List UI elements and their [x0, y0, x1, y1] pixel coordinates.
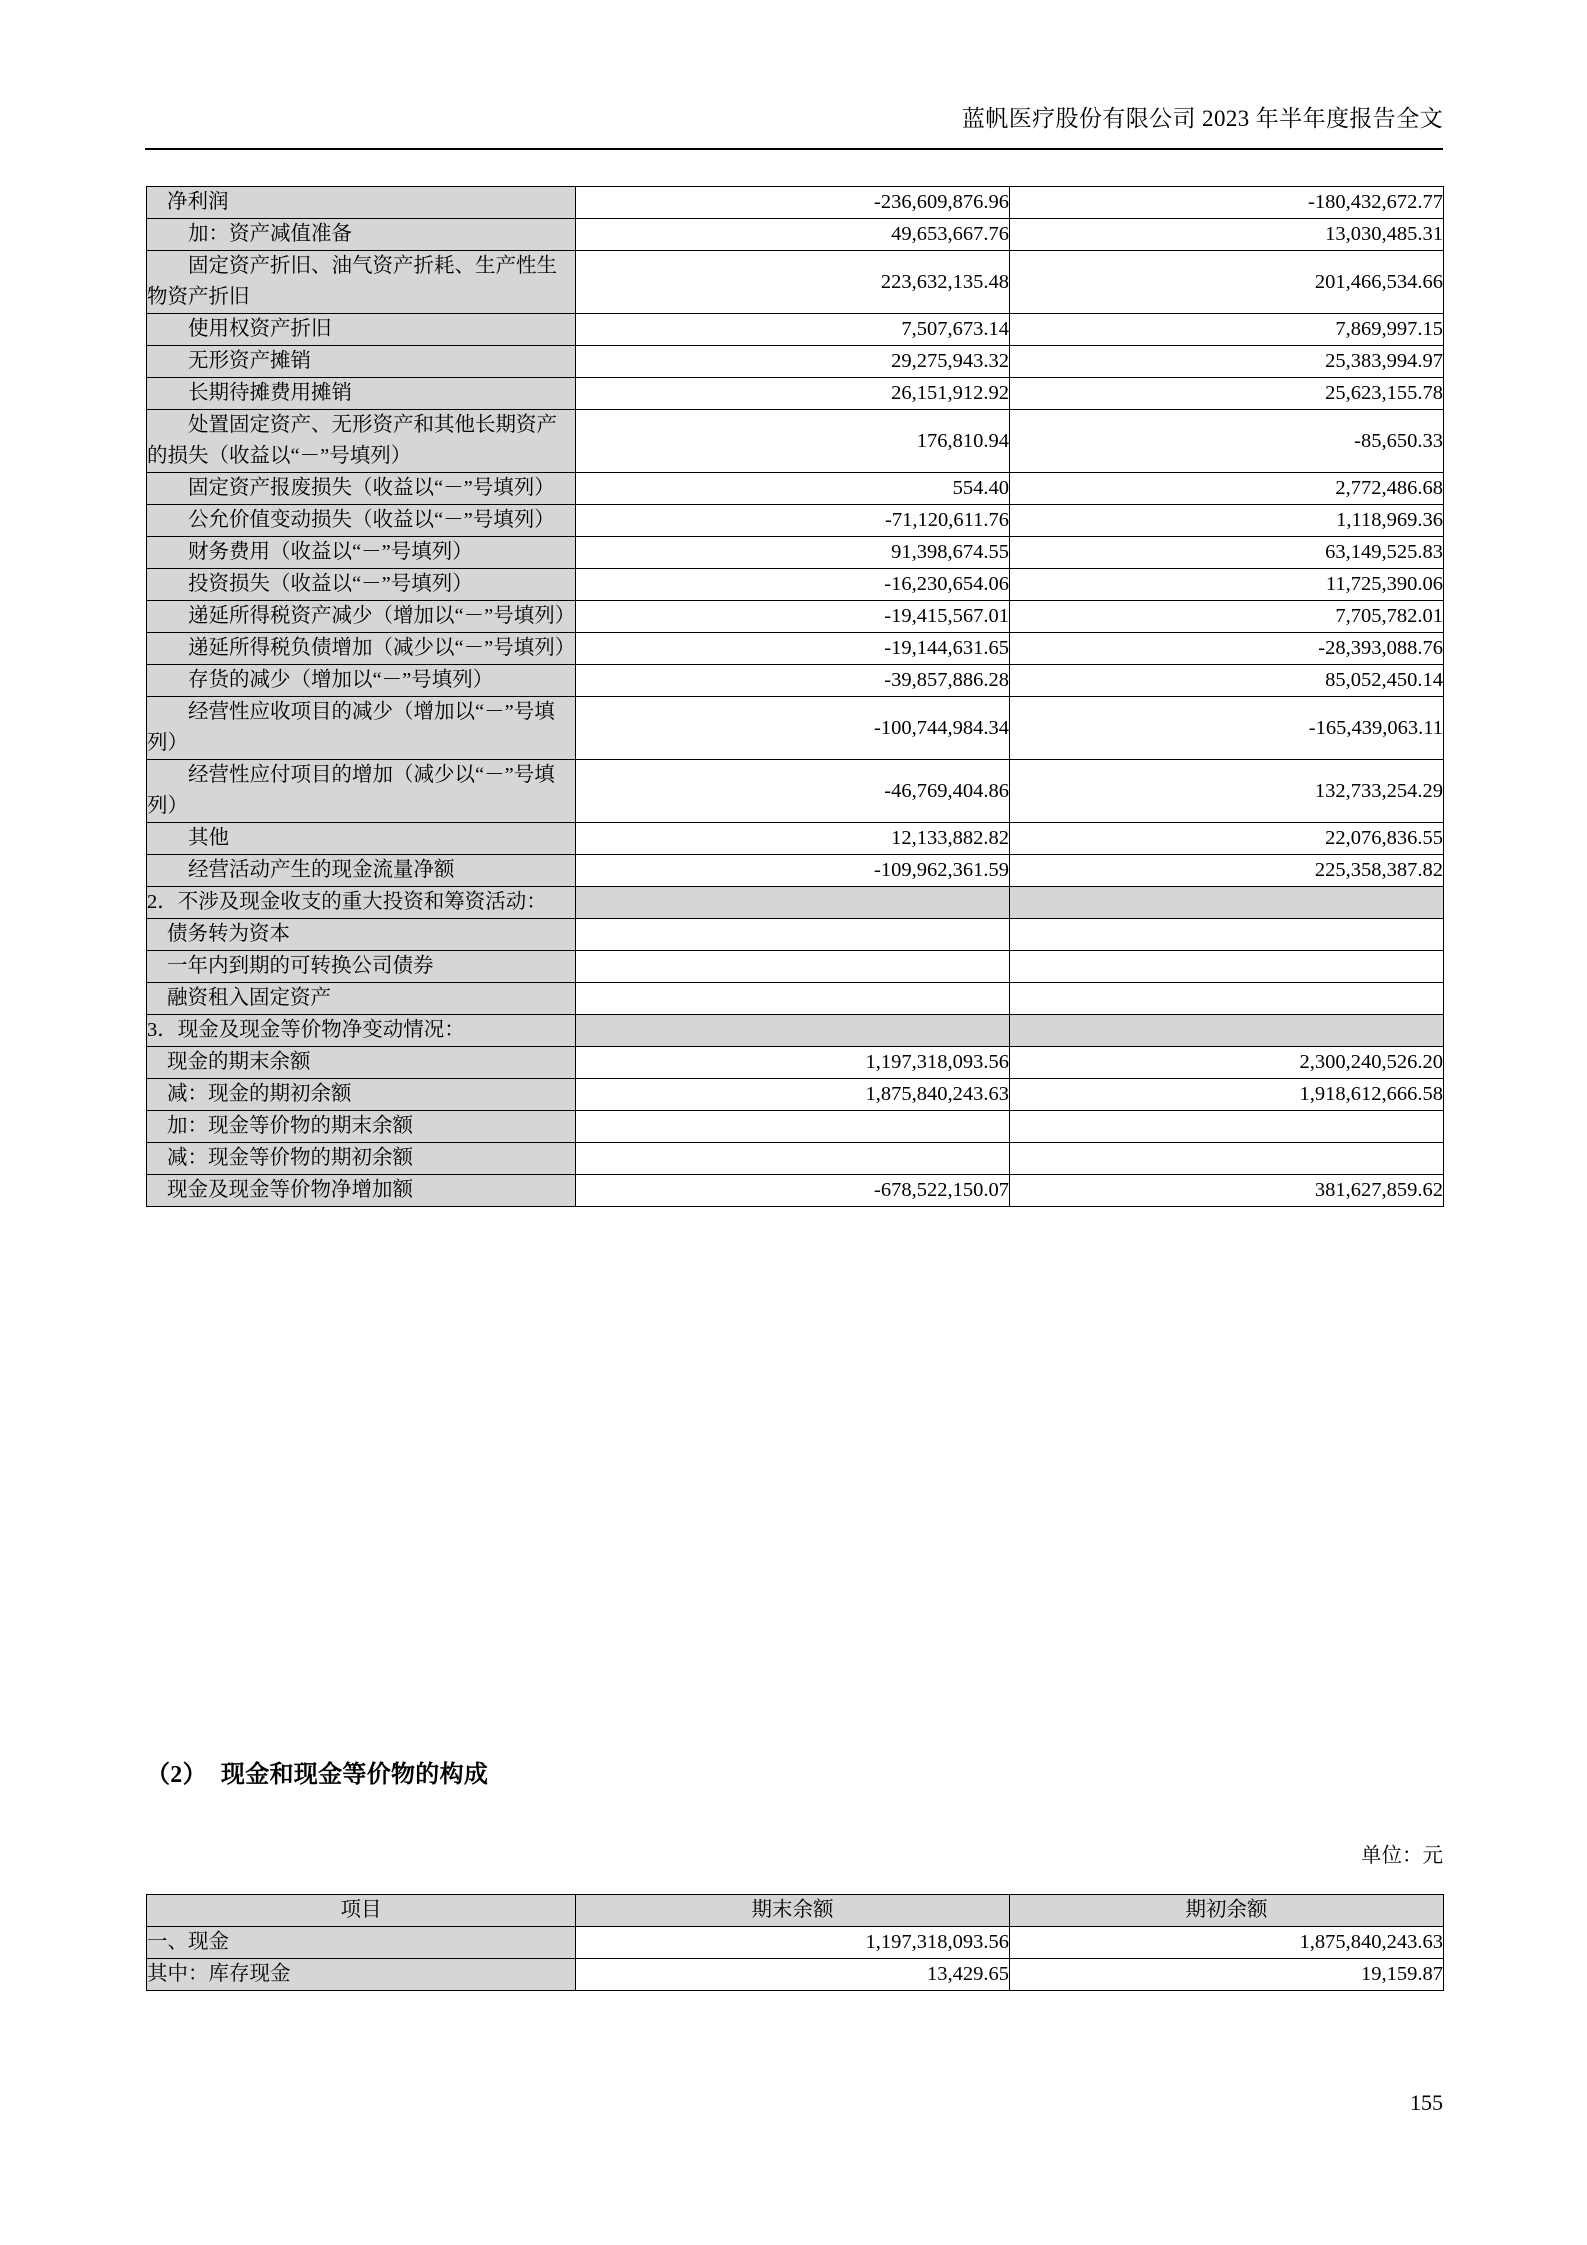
row-prior-value: 201,466,534.66 [1010, 251, 1444, 314]
row-item-label: 经营性应收项目的减少（增加以“－”号填列） [147, 697, 576, 760]
row-current-value [576, 951, 1010, 983]
row-item-label: 递延所得税资产减少（增加以“－”号填列） [147, 601, 576, 633]
row-current-value: 12,133,882.82 [576, 823, 1010, 855]
row-item-label: 固定资产折旧、油气资产折耗、生产性生物资产折旧 [147, 251, 576, 314]
row-prior-value: 2,300,240,526.20 [1010, 1047, 1444, 1079]
row-prior-value: 2,772,486.68 [1010, 473, 1444, 505]
row-current-value: 91,398,674.55 [576, 537, 1010, 569]
row-prior-value: 1,918,612,666.58 [1010, 1079, 1444, 1111]
row-current-value: 49,653,667.76 [576, 219, 1010, 251]
row-current-value: 176,810.94 [576, 410, 1010, 473]
row-current-value [576, 1015, 1010, 1047]
row-prior-value: 85,052,450.14 [1010, 665, 1444, 697]
table-row [147, 855, 1444, 887]
row-current-value: -236,609,876.96 [576, 187, 1010, 219]
row-prior-value [1010, 1015, 1444, 1047]
table-row [147, 1175, 1444, 1207]
row-item-label: 现金的期末余额 [147, 1047, 576, 1079]
table-header-row [147, 1895, 1444, 1927]
row-current-value: -71,120,611.76 [576, 505, 1010, 537]
row-item-label: 长期待摊费用摊销 [147, 378, 576, 410]
row-item-label: 现金及现金等价物净增加额 [147, 1175, 576, 1207]
row-prior-value: 22,076,836.55 [1010, 823, 1444, 855]
row-item-label: 经营性应付项目的增加（减少以“－”号填列） [147, 760, 576, 823]
row-item-label: 固定资产报废损失（收益以“－”号填列） [147, 473, 576, 505]
unit-note: 单位：元 [1361, 1845, 1443, 1867]
row-prior-value: 25,623,155.78 [1010, 378, 1444, 410]
row-current-value: -46,769,404.86 [576, 760, 1010, 823]
row-current-value: 1,197,318,093.56 [576, 1047, 1010, 1079]
row-item-label: 债务转为资本 [147, 919, 576, 951]
table-row [147, 1143, 1444, 1175]
row-prior-value [1010, 919, 1444, 951]
cash-composition-head [147, 1895, 1444, 1927]
row-prior-value [1010, 951, 1444, 983]
row-item-label: 减：现金的期初余额 [147, 1079, 576, 1111]
row-prior-value [1010, 1143, 1444, 1175]
table-row [147, 251, 1444, 314]
row-item-label: 2．不涉及现金收支的重大投资和筹资活动： [147, 887, 576, 919]
row-prior-value: -28,393,088.76 [1010, 633, 1444, 665]
row-item-label: 加：资产减值准备 [147, 219, 576, 251]
row-current-value: 223,632,135.48 [576, 251, 1010, 314]
table-row [147, 1927, 1444, 1959]
section-title: 现金和现金等价物的构成 [220, 1762, 489, 1788]
row-current-value: -19,415,567.01 [576, 601, 1010, 633]
row-current-value: -678,522,150.07 [576, 1175, 1010, 1207]
row-item-label: 处置固定资产、无形资产和其他长期资产的损失（收益以“－”号填列） [147, 410, 576, 473]
table-row [147, 314, 1444, 346]
row-current-value: -100,744,984.34 [576, 697, 1010, 760]
row-prior-value: -180,432,672.77 [1010, 187, 1444, 219]
table-row [147, 505, 1444, 537]
row-item-label: 无形资产摊销 [147, 346, 576, 378]
row-current-value: -19,144,631.65 [576, 633, 1010, 665]
row-prior-value: 11,725,390.06 [1010, 569, 1444, 601]
row-prior-value: 13,030,485.31 [1010, 219, 1444, 251]
row-current-value [576, 887, 1010, 919]
row-item-label: 其他 [147, 823, 576, 855]
table-row [147, 823, 1444, 855]
table-row [147, 219, 1444, 251]
table-row [147, 410, 1444, 473]
row-item-label: 加：现金等价物的期末余额 [147, 1111, 576, 1143]
table-row [147, 919, 1444, 951]
table-row [147, 601, 1444, 633]
row-item-label: 经营活动产生的现金流量净额 [147, 855, 576, 887]
row-item-label: 融资租入固定资产 [147, 983, 576, 1015]
row-prior-value [1010, 887, 1444, 919]
column-header: 项目 [147, 1895, 576, 1927]
row-prior-value: -165,439,063.11 [1010, 697, 1444, 760]
row-current-value [576, 1143, 1010, 1175]
row-prior-value: 25,383,994.97 [1010, 346, 1444, 378]
row-current-value: 554.40 [576, 473, 1010, 505]
row-item-label: 财务费用（收益以“－”号填列） [147, 537, 576, 569]
row-prior-value: 132,733,254.29 [1010, 760, 1444, 823]
section-heading [146, 1758, 488, 1792]
table-row [147, 537, 1444, 569]
row-item-label: 存货的减少（增加以“－”号填列） [147, 665, 576, 697]
table-row [147, 887, 1444, 919]
row-current-value: 29,275,943.32 [576, 346, 1010, 378]
row-current-value: 26,151,912.92 [576, 378, 1010, 410]
row-prior-value: 1,875,840,243.63 [1010, 1927, 1444, 1959]
table-row [147, 187, 1444, 219]
table-row [147, 569, 1444, 601]
row-item-label: 其中：库存现金 [147, 1959, 576, 1991]
table-row [147, 633, 1444, 665]
table-row [147, 1047, 1444, 1079]
section-number: （2） [146, 1762, 207, 1788]
table-row [147, 1959, 1444, 1991]
cash-composition-table [146, 1894, 1444, 1991]
page-running-header [146, 104, 1443, 150]
row-prior-value: -85,650.33 [1010, 410, 1444, 473]
column-header: 期初余额 [1010, 1895, 1444, 1927]
row-current-value: -16,230,654.06 [576, 569, 1010, 601]
row-item-label: 递延所得税负债增加（减少以“－”号填列） [147, 633, 576, 665]
row-prior-value: 1,118,969.36 [1010, 505, 1444, 537]
row-current-value: 7,507,673.14 [576, 314, 1010, 346]
header-rule [145, 148, 1443, 150]
page-number: 155 [1410, 2090, 1443, 2115]
row-current-value: 1,197,318,093.56 [576, 1927, 1010, 1959]
table-row [147, 760, 1444, 823]
row-current-value: 13,429.65 [576, 1959, 1010, 1991]
table-row [147, 951, 1444, 983]
row-prior-value: 7,705,782.01 [1010, 601, 1444, 633]
row-item-label: 使用权资产折旧 [147, 314, 576, 346]
row-prior-value: 63,149,525.83 [1010, 537, 1444, 569]
row-item-label: 一、现金 [147, 1927, 576, 1959]
table-row [147, 346, 1444, 378]
row-prior-value [1010, 1111, 1444, 1143]
cash-flow-supplement-body [147, 187, 1444, 1207]
row-item-label: 投资损失（收益以“－”号填列） [147, 569, 576, 601]
table-row [147, 1111, 1444, 1143]
running-header-text: 蓝帆医疗股份有限公司 2023 年半年度报告全文 [961, 106, 1443, 131]
table-row [147, 697, 1444, 760]
table-row [147, 473, 1444, 505]
row-current-value: -39,857,886.28 [576, 665, 1010, 697]
row-prior-value: 19,159.87 [1010, 1959, 1444, 1991]
cash-flow-supplement-table [146, 186, 1444, 1207]
table-row [147, 1079, 1444, 1111]
row-item-label: 净利润 [147, 187, 576, 219]
table-row [147, 983, 1444, 1015]
table-row [147, 665, 1444, 697]
row-item-label: 减：现金等价物的期初余额 [147, 1143, 576, 1175]
row-prior-value: 225,358,387.82 [1010, 855, 1444, 887]
row-item-label: 一年内到期的可转换公司债券 [147, 951, 576, 983]
row-current-value [576, 919, 1010, 951]
column-header: 期末余额 [576, 1895, 1010, 1927]
row-item-label: 公允价值变动损失（收益以“－”号填列） [147, 505, 576, 537]
row-current-value: 1,875,840,243.63 [576, 1079, 1010, 1111]
table-row [147, 1015, 1444, 1047]
row-prior-value: 7,869,997.15 [1010, 314, 1444, 346]
row-current-value [576, 983, 1010, 1015]
cash-composition-body [147, 1927, 1444, 1991]
table-row [147, 378, 1444, 410]
row-prior-value: 381,627,859.62 [1010, 1175, 1444, 1207]
row-current-value [576, 1111, 1010, 1143]
row-item-label: 3．现金及现金等价物净变动情况： [147, 1015, 576, 1047]
row-current-value: -109,962,361.59 [576, 855, 1010, 887]
row-prior-value [1010, 983, 1444, 1015]
